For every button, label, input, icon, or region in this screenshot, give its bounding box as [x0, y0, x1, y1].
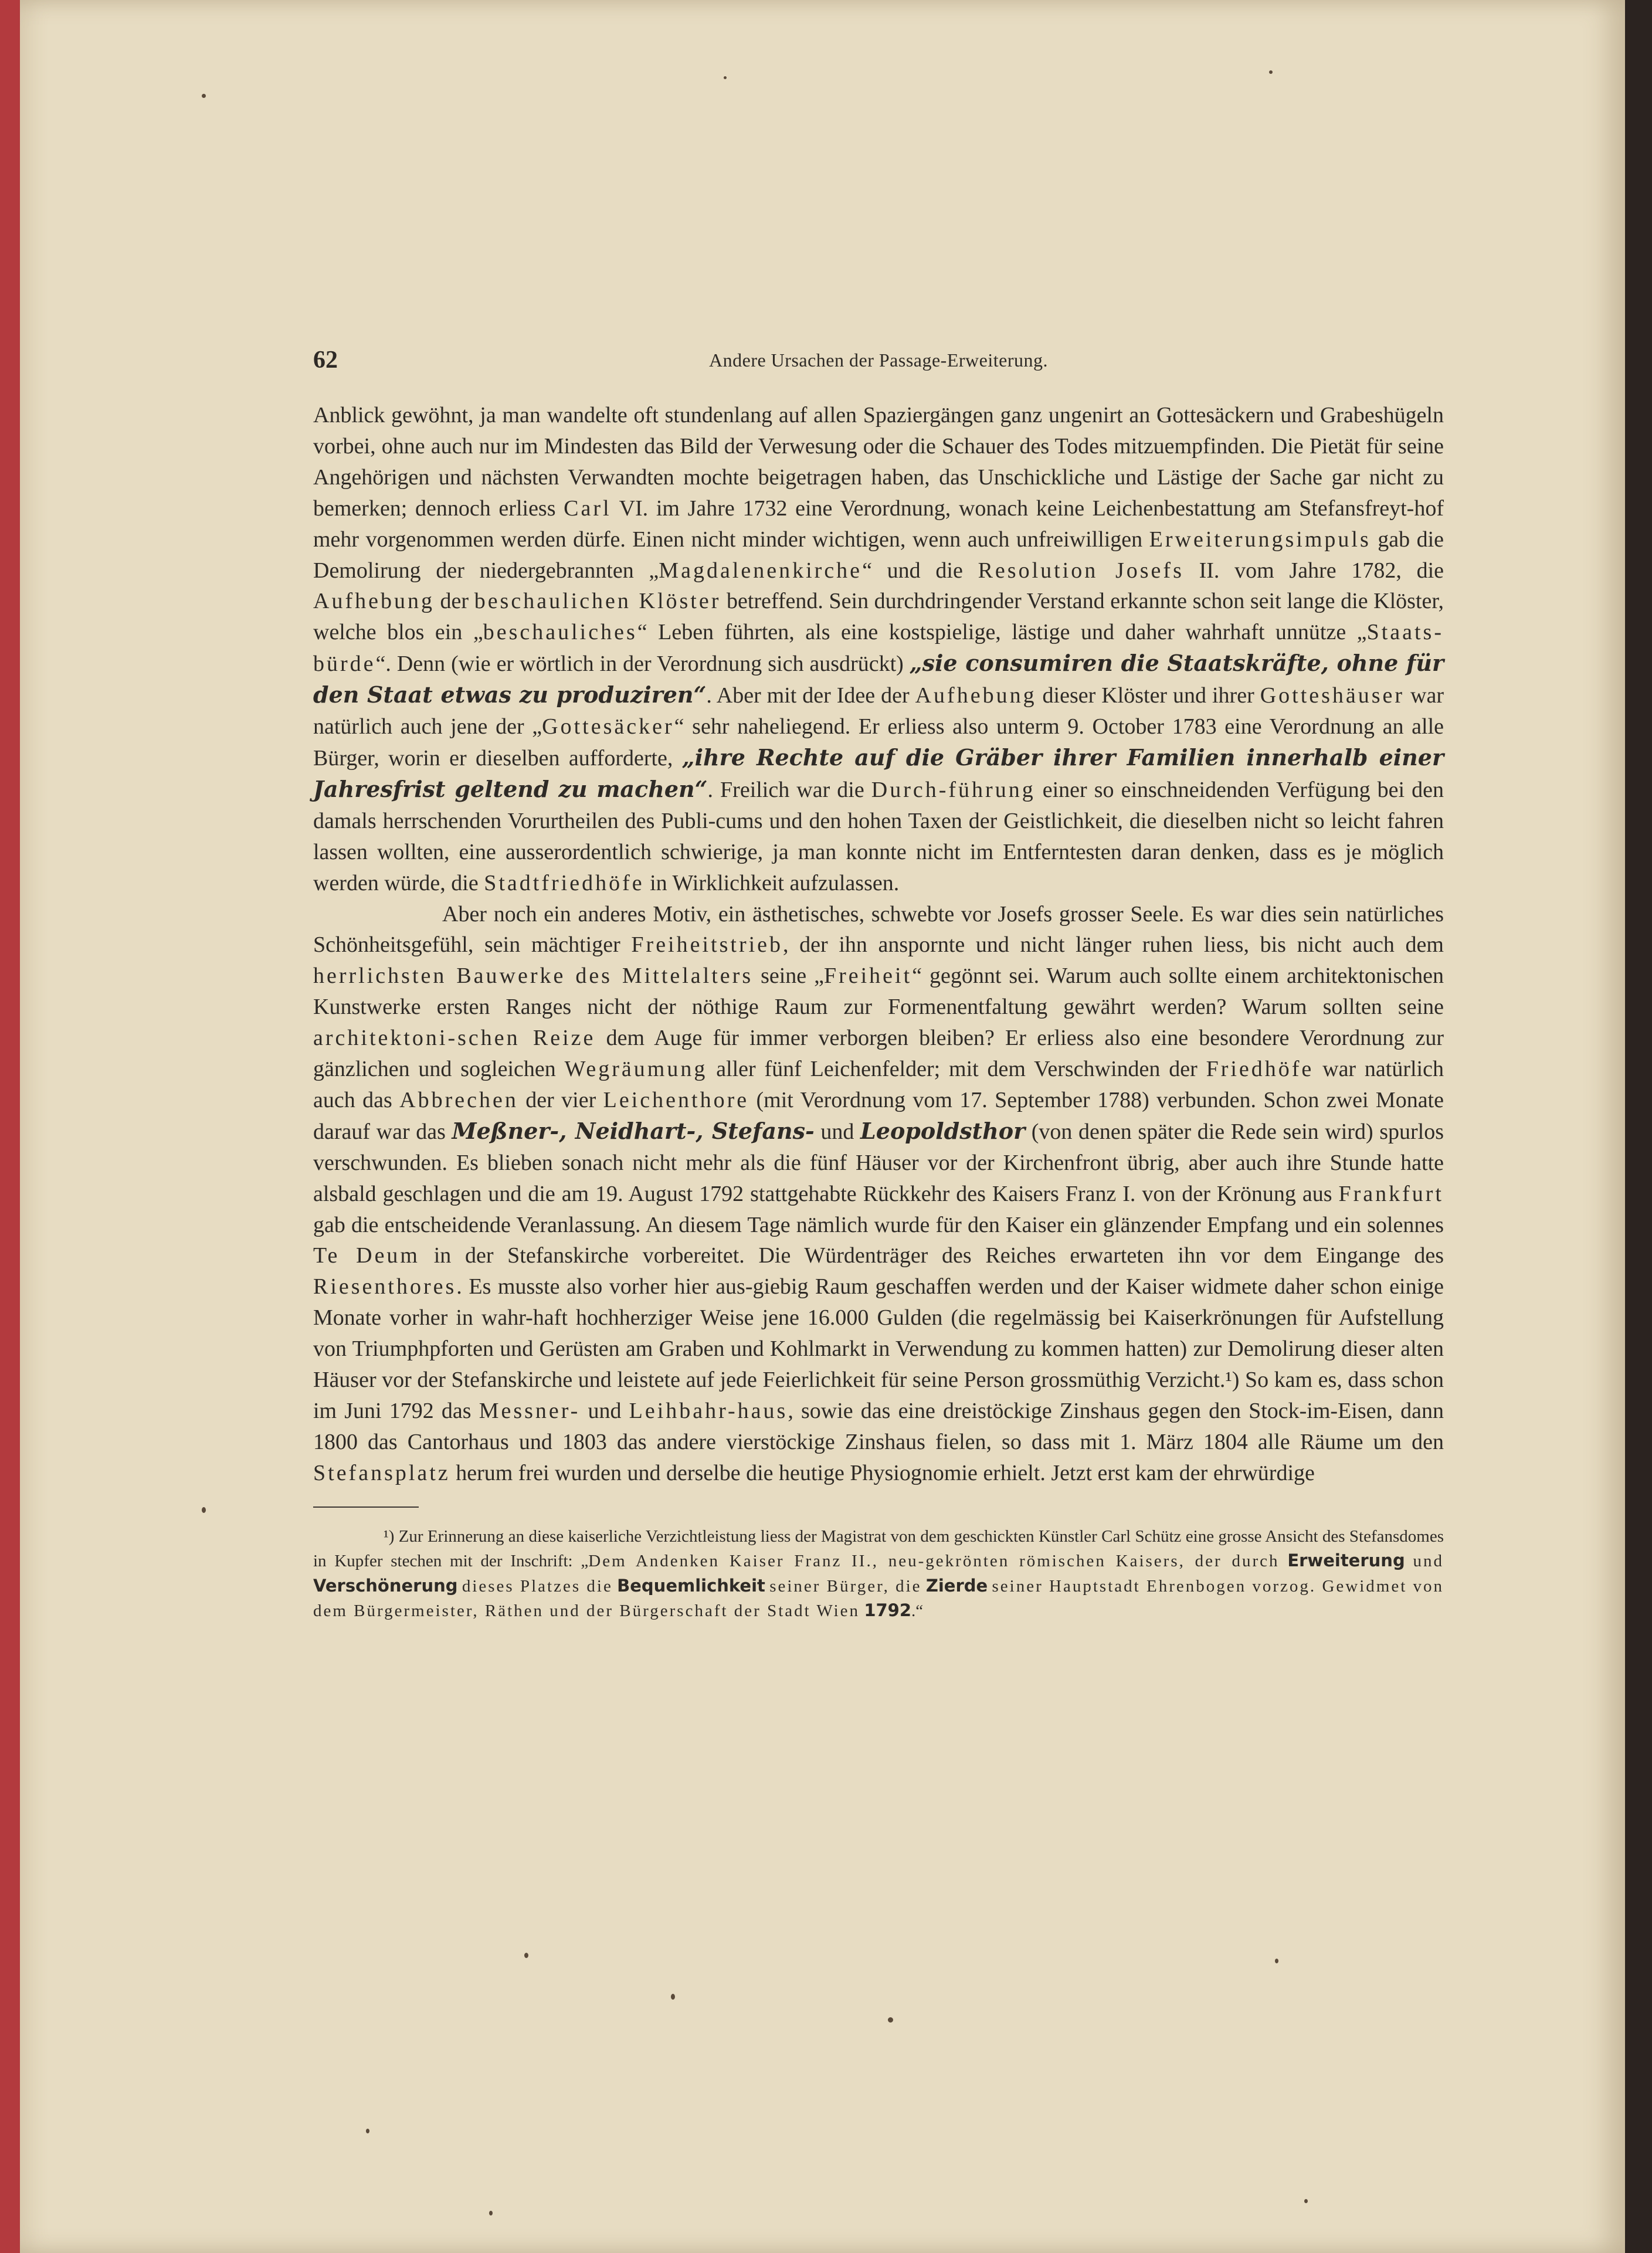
bold-inscription: Zierde [925, 1575, 988, 1596]
text-run: “ Leben führten, als eine kostspielige, lästige und daher wahrhaft unnütze „ [637, 620, 1367, 645]
text-run: “ und die [862, 558, 978, 583]
spaced-emphasis: Aufhebung [915, 683, 1037, 708]
paper-speck [671, 1994, 675, 2000]
spaced-emphasis: Freiheit [823, 963, 912, 989]
running-head [313, 346, 1444, 387]
paper-speck [202, 94, 206, 98]
text-run: “. Denn (wie er wörtlich in der Verordnung sich ausdrückt) [375, 652, 910, 677]
spaced-emphasis: Leichenthore [603, 1087, 749, 1112]
text-run: (von denen später die Rede sein wird) spurlos verschwunden. Es blieben sonach nicht mehr als die fünf Häuser vor der Kirchenfront übrig, aber auch ihre Stunde hatte alsbald geschlagen und die am 19. August 1792 stattgehabte Rückkehr des Kaisers Franz I. von der Krönung aus [313, 1119, 1444, 1206]
bold-inscription: 1792 [864, 1600, 912, 1621]
paper-speck [888, 2017, 893, 2023]
text-run: betreffend. Sein durchdringender Verstand erkannte schon seit lange die Klöster, welche blos ein „ [313, 589, 1444, 645]
text-run: war natürlich auch jene der „ [313, 683, 1444, 739]
spaced-emphasis: Te Deum [313, 1243, 420, 1268]
text-run: seine „ [753, 963, 824, 989]
paragraph [313, 899, 1444, 1489]
spaced-inscription: seiner Bürger, die [769, 1576, 922, 1596]
page-number: 62 [313, 347, 338, 374]
paragraph [313, 400, 1444, 899]
text-run: aller fünf Leichenfelder; mit dem Verschwinden der [707, 1057, 1206, 1082]
spaced-emphasis: Aufhebung [313, 589, 435, 614]
spaced-emphasis: Frankfurt [1338, 1181, 1444, 1206]
text-run: VI. im Jahre 1732 eine Verordnung, wonach keine Leichenbestattung am Stefansfreyt-hof mehr vorgenommen werden dürfe. Einen nicht minder wichtigen, wenn auch unfreiwilligen [313, 496, 1444, 552]
text-run: II. vom Jahre 1782, die [1183, 558, 1444, 583]
spaced-inscription: und [1413, 1552, 1444, 1571]
text-run: dieser Klöster und ihrer [1036, 683, 1260, 708]
text-run: Zur Erinnerung an diese kaiserliche Verzichtleistung liess der Magistrat von dem geschickten Künstler Carl Schütz eine grosse Ansicht des Stefansdomes in Kupfer stechen mit der Inschrift: „ [313, 1526, 1444, 1571]
text-run: war natürlich auch das [313, 1057, 1444, 1112]
text-run: gab die entscheidende Veranlassung. An diesem Tage nämlich wurde für den Kaiser ein glänzender Empfang und ein solennes [313, 1212, 1444, 1237]
paper-speck [524, 1953, 528, 1958]
text-run: und [814, 1119, 861, 1144]
text-run: einer so einschneidenden Verfügung bei den damals herrschenden Vorurtheilen des Publi-cums und den hohen Taxen der Geistlichkeit, die dieselben nicht so leicht fahren lassen wollten, eine ausserordentlich schwierige, ja man konnte nicht im Entferntesten daran denken, dass es je möglich werden würde, die [313, 777, 1444, 895]
text-run: Aber noch ein anderes Motiv, ein ästhetisches, schwebte vor Josefs grosser Seele. Es war dies sein natürliches Schönheitsgefühl, sein mächtiger [313, 901, 1444, 958]
footnote-mark: ¹) [384, 1526, 399, 1546]
spaced-emphasis: Carl [564, 496, 612, 521]
spaced-emphasis: Gotteshäuser [1260, 683, 1405, 708]
paper-speck [1269, 70, 1273, 74]
text-run: . Freilich war die [707, 777, 871, 802]
text-run: . Es musste also vorher hier aus-giebig Raum geschaffen werden und der Kaiser widmete daher schon einige Monate vorher in wahr-haft hochherziger Weise jene 16.000 Gulden (die regelmässig bei Kaiserkrönungen für Aufstellung von Triumphpforten und Gerüsten am Graben und Kohlmarkt in Verwendung zu kommen hatten) zur Demolirung dieser alten Häuser vor der Stefanskirche und leistete auf jede Feierlichkeit für seine Person grossmüthig Verzicht.¹) So kam es, dass schon im Juni 1792 das [313, 1274, 1444, 1423]
dark-book-edge [1625, 0, 1652, 2253]
paper-page [20, 0, 1625, 2253]
text-run: “ sehr naheliegend. Er erliess also unterm 9. October 1783 eine Verordnung an alle Bürger, worin er dieselben aufforderte, [313, 714, 1444, 771]
text-run: , sowie das eine dreistöckige Zinshaus gegen den Stock-im-Eisen, dann 1800 das Cantorhaus und 1803 das andere vierstöckige Zinshaus fielen, so dass mit 1. März 1804 alle Räume um den [313, 1399, 1444, 1454]
spaced-emphasis: Staats-bürde [313, 620, 1444, 677]
spaced-emphasis: Stefansplatz [313, 1460, 450, 1485]
spaced-emphasis: Durch-führung [871, 777, 1036, 802]
spaced-emphasis: beschaulichen Klöster [474, 589, 721, 614]
text-run: herum frei wurden und derselbe die heutige Physiognomie erhielt. Jetzt erst kam der ehrwürdige [450, 1460, 1315, 1485]
paper-speck [366, 2129, 369, 2133]
fraktur-gate-name: Leopoldsthor [860, 1117, 1026, 1144]
fraktur-quote: „sie consumiren die Staatskräfte, ohne für den Staat etwas zu produziren“ [313, 650, 1444, 708]
fraktur-gate-names: Meßner-, Neidhart-, Stefans- [452, 1117, 815, 1144]
running-title: Andere Ursachen der Passage-Erweiterung. [709, 350, 1048, 371]
text-run: der [434, 589, 474, 614]
spaced-inscription: Dem Andenken Kaiser Franz II., neu-gekrönten römischen Kaisers, der durch [588, 1552, 1280, 1571]
text-run: und [580, 1399, 629, 1423]
paper-speck [202, 1507, 206, 1513]
text-run: . Aber mit der Idee der [706, 683, 915, 708]
spaced-inscription: seiner Hauptstadt Ehrenbogen vorzog. Gewidmet von dem Bürgermeister, Räthen und der Bürgerschaft der Stadt Wien [313, 1576, 1444, 1621]
footnote [313, 1525, 1444, 1624]
text-run: in der Stefanskirche vorbereitet. Die Würdenträger des Reiches erwarteten ihn vor dem Eingange des [420, 1243, 1444, 1268]
text-run: in Wirklichkeit aufzulassen. [644, 870, 900, 895]
spaced-emphasis: architektoni-schen Reize [313, 1026, 596, 1051]
text-run: Anblick gewöhnt, ja man wandelte oft stundenlang auf allen Spaziergängen ganz ungenirt an Gottesäckern und Grabeshügeln vorbei, ohne auch nur im Mindesten das Bild der Verwesung oder die Schauer des Todes mitzuempfinden. Die Pietät für seine Angehörigen und nächsten Verwandten mochte beigetragen haben, das Unschickliche und Lästige der Sache gar nicht zu bemerken; dennoch erliess [313, 403, 1444, 521]
paper-speck [724, 76, 727, 79]
spaced-emphasis: Gottesäcker [542, 714, 674, 739]
spaced-emphasis: Abbrechen [399, 1087, 518, 1112]
text-run: “ gegönnt sei. Warum auch sollte einem architektonischen Kunstwerke ersten Ranges nicht der nöthige Raum zur Formenentfaltung gewährt werden? Warum sollten seine [313, 963, 1444, 1020]
fraktur-quote: „ihre Rechte auf die Gräber ihrer Familien innerhalb einer Jahresfrist geltend zu machen“ [313, 744, 1444, 802]
bold-inscription: Bequemlichkeit [617, 1575, 765, 1596]
spaced-emphasis: Wegräumung [564, 1057, 708, 1082]
paper-speck [1275, 1959, 1278, 1963]
footnote-rule [313, 1506, 419, 1508]
spaced-emphasis: Friedhöfe [1206, 1057, 1314, 1082]
spaced-emphasis: Freiheitstrieb [631, 932, 783, 958]
bold-inscription: Verschönerung [313, 1575, 458, 1596]
text-run: der vier [518, 1087, 603, 1112]
spaced-emphasis: Erweiterungsimpuls [1149, 527, 1371, 552]
text-run: dem Auge für immer verborgen bleiben? Er erliess also eine besondere Verordnung zur gänzlichen und sogleichen [313, 1026, 1444, 1082]
spaced-emphasis: Leihbahr-haus [629, 1399, 788, 1423]
paper-speck [1304, 2199, 1308, 2203]
spaced-emphasis: beschauliches [483, 620, 637, 645]
text-run: .“ [911, 1601, 924, 1621]
text-run: (mit Verordnung vom 17. September 1788) verbunden. Schon zwei Monate darauf war das [313, 1087, 1444, 1144]
spaced-emphasis: Magdalenenkirche [659, 558, 863, 583]
spaced-emphasis: herrlichsten Bauwerke des Mittelalters [313, 963, 754, 989]
spaced-emphasis: Messner- [479, 1399, 581, 1423]
bold-inscription: Erweiterung [1287, 1550, 1405, 1571]
paper-speck [489, 2211, 493, 2215]
text-run: gab die Demolirung der niedergebrannten „ [313, 527, 1444, 583]
red-book-binding [0, 0, 20, 2253]
spaced-emphasis: Resolution Josefs [978, 558, 1184, 583]
text-run: , der ihn anspornte und nicht länger ruhen liess, bis nicht auch dem [783, 932, 1444, 958]
spaced-inscription: dieses Platzes die [462, 1576, 613, 1596]
body-text [313, 400, 1444, 1489]
spaced-emphasis: Stadtfriedhöfe [484, 870, 644, 895]
spaced-emphasis: Riesenthores [313, 1274, 457, 1299]
page-content [313, 346, 1444, 1641]
